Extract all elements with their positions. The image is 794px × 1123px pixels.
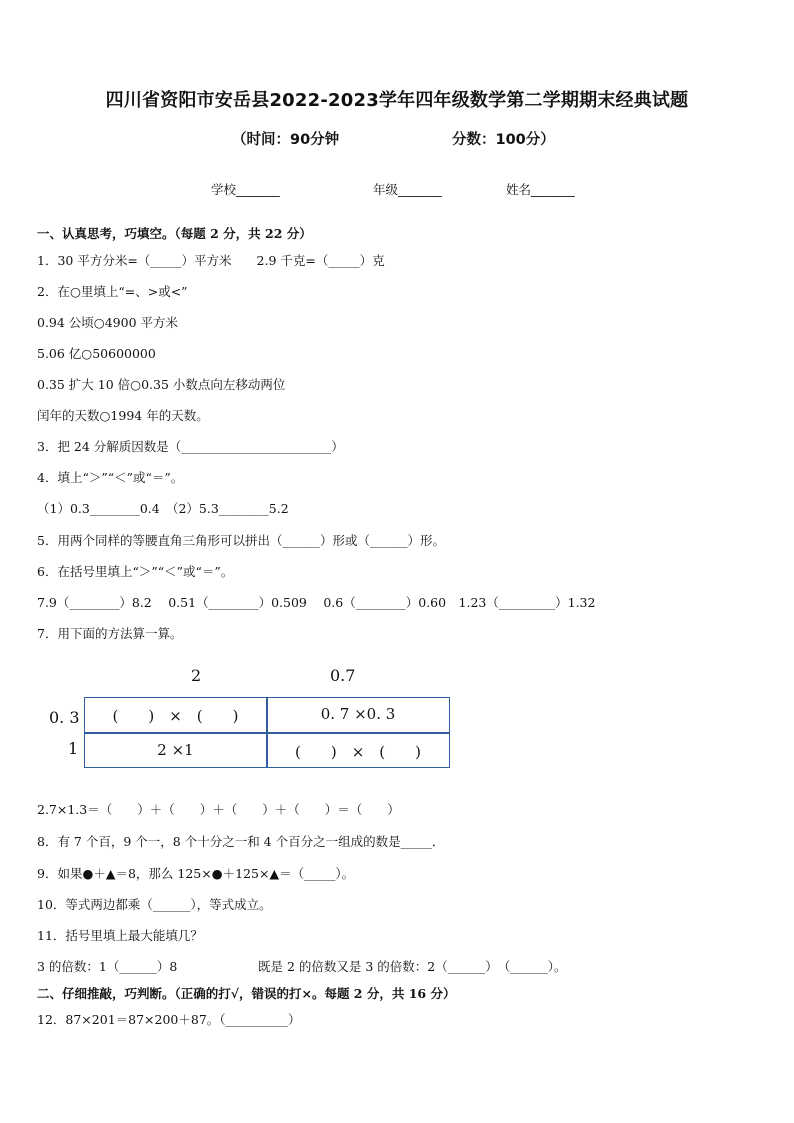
exam-score: 分数：100分） bbox=[452, 132, 555, 148]
question-2-c: 0.35 扩大 10 倍○0.35 小数点向左移动两位 bbox=[37, 377, 286, 392]
page-title: 四川省资阳市安岳县2022-2023学年四年级数学第二学期期末经典试题 bbox=[105, 90, 689, 111]
grid-col-header-1: 2 bbox=[191, 666, 202, 685]
grid-divider-horizontal bbox=[85, 732, 449, 734]
school-field: 学校_______ bbox=[211, 182, 280, 197]
grid-row-header-1: 0. 3 bbox=[49, 708, 80, 727]
question-4-a: （1）0.3________0.4 （2）5.3________5.2 bbox=[37, 501, 289, 516]
grid-cell-2-2: ( ) × ( ) bbox=[295, 743, 421, 761]
question-7-equation: 2.7×1.3＝（ ）＋（ ）＋（ ）＋（ ）＝（ ） bbox=[37, 802, 400, 817]
grid-cell-1-2: 0. 7 ×0. 3 bbox=[320, 705, 396, 723]
question-9: 9．如果●＋▲＝8，那么 125×●＋125×▲＝（_____）。 bbox=[37, 866, 355, 881]
question-7: 7．用下面的方法算一算。 bbox=[37, 626, 183, 641]
question-1: 1．30 平方分米=（_____）平方米 2.9 千克=（_____）克 bbox=[37, 253, 385, 268]
grade-field: 年级_______ bbox=[373, 182, 442, 197]
multiplication-grid bbox=[84, 697, 450, 768]
name-field: 姓名_______ bbox=[506, 182, 575, 197]
question-2-a: 0.94 公顷○4900 平方米 bbox=[37, 315, 178, 330]
section1-heading: 一、认真思考，巧填空。（每题 2 分，共 22 分） bbox=[37, 226, 312, 241]
question-11-b: 既是 2 的倍数又是 3 的倍数：2（______） （______）。 bbox=[258, 959, 567, 974]
grid-row-header-2: 1 bbox=[68, 739, 79, 758]
question-2-b: 5.06 亿○50600000 bbox=[37, 346, 156, 361]
grid-cell-2-1: 2 ×1 bbox=[157, 741, 194, 759]
question-11-a: 3 的倍数：1（______）8 bbox=[37, 959, 178, 974]
grid-cell-1-1: ( ) × ( ) bbox=[112, 707, 239, 725]
question-6-a: 7.9（________）8.2 0.51（________）0.509 0.6（________）0.60 1.23（_________）1.32 bbox=[37, 595, 596, 610]
question-11: 11．括号里填上最大能填几？ bbox=[37, 928, 203, 943]
grid-col-header-2: 0.7 bbox=[330, 666, 356, 685]
section2-heading: 二、仔细推敲，巧判断。（正确的打√，错误的打×。每题 2 分，共 16 分） bbox=[37, 986, 456, 1001]
question-6: 6．在括号里填上“＞”“＜”或“＝”。 bbox=[37, 564, 234, 579]
question-3: 3．把 24 分解质因数是（________________________） bbox=[37, 439, 344, 454]
question-8: 8．有 7 个百，9 个一，8 个十分之一和 4 个百分之一组成的数是_____． bbox=[37, 834, 445, 849]
question-2: 2．在○里填上“=、>或<” bbox=[37, 284, 188, 299]
question-4: 4．填上“＞”“＜”或“＝”。 bbox=[37, 470, 184, 485]
question-5: 5．用两个同样的等腰直角三角形可以拼出（______）形或（______）形。 bbox=[37, 533, 445, 548]
question-2-d: 闰年的天数○1994 年的天数。 bbox=[37, 408, 209, 423]
question-12: 12．87×201＝87×200＋87。（__________） bbox=[37, 1012, 301, 1027]
question-10: 10．等式两边都乘（______），等式成立。 bbox=[37, 897, 272, 912]
exam-time: （时间：90分钟 bbox=[232, 132, 340, 148]
